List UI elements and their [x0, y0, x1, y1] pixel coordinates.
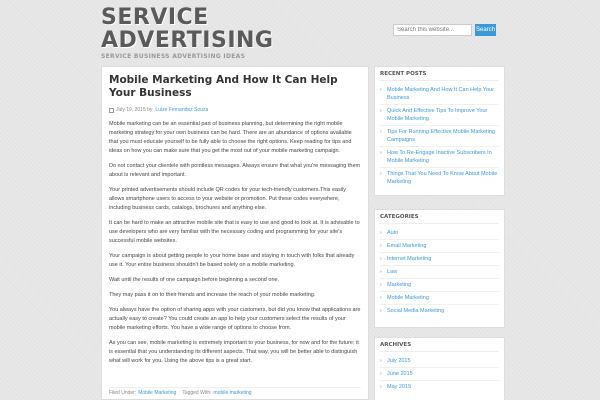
category-link[interactable]: › Mobile Marketing [380, 292, 499, 305]
site-title[interactable]: SERVICE ADVERTISING [101, 5, 274, 53]
category-link[interactable]: › Auto [380, 227, 499, 240]
archive-link[interactable]: › May 2015 [380, 384, 412, 390]
recent-post-link[interactable]: › How To Re-Engage Inactive Subscribers In Mobile Marketing [380, 147, 499, 168]
recent-posts-widget [374, 66, 505, 196]
bullet-icon: › [380, 282, 382, 288]
bullet-icon: › [380, 358, 382, 364]
category-link[interactable]: › Email Marketing [380, 240, 499, 253]
tag-link[interactable]: mobile marketing [213, 390, 252, 396]
widget-title: ARCHIVES [380, 342, 499, 352]
post-meta [109, 107, 361, 113]
post-date: July 19, 2015 by [116, 107, 153, 113]
bullet-icon: › [380, 269, 382, 275]
category-link[interactable]: › Internet Marketing [380, 253, 499, 266]
site-header [93, 0, 509, 62]
category-link[interactable]: › Marketing [380, 279, 499, 292]
sidebar [374, 66, 505, 400]
widget-title: CATEGORIES [380, 214, 499, 224]
post-paragraph: Your printed advertisements should include QR codes for your tech-friendly customers.This easily allows smartphone users to access to your website or promotion. Put these codes everywhere, including business cards, catalogs, brochures and anything else. [109, 187, 347, 211]
recent-post-link[interactable]: › Tips For Running Effective Mobile Marketing Campaigns [380, 126, 499, 147]
bullet-icon: › [380, 256, 382, 262]
archive-link[interactable]: › June 2015 [380, 368, 499, 381]
categories-widget [374, 209, 505, 328]
bullet-icon: › [380, 129, 382, 135]
post-paragraph: It can be hard to make an attractive mobile site that is easy to use and good to look at. It is advisable to use developers who are very familiar with the necessary coding and programming for your site's successful mobile websites. [109, 220, 360, 244]
post-paragraph: You always have the option of sharing apps with your customers, but did you know that applications are actually easy to create? You could create an app to help your customers select the results of your mobile marketing efforts. You have a wide range of options to choose from. [109, 307, 361, 331]
post-paragraph: As you can see, mobile marketing is extremely important to your business, for now and for the future; it is essential that you understanding its different aspects. That way, you will be better able to distinguish what will work for you. Using the above tips is a great start. [109, 340, 359, 364]
site-tagline: SERVICE BUSINESS ADVERTISING IDEAS [101, 53, 246, 60]
bullet-icon: › [380, 295, 382, 301]
search-input[interactable] [393, 24, 472, 36]
recent-post-link[interactable]: › Quick And Effective Tips To Improve Your Mobile Marketing [380, 105, 499, 126]
bullet-icon: › [380, 87, 382, 93]
calendar-icon [109, 108, 114, 113]
post-author-link[interactable]: Luize Fernandez Souza [155, 107, 209, 113]
filed-under-label: Filed Under: [109, 390, 137, 396]
search-button[interactable]: Search [475, 24, 496, 36]
bullet-icon: › [380, 230, 382, 236]
bullet-icon: › [380, 171, 382, 177]
bullet-icon: › [380, 150, 382, 156]
post-paragraph: They may pass it on to their friends and increase the reach of your mobile marketing. [109, 292, 316, 298]
bullet-icon: › [380, 384, 382, 390]
archive-link[interactable]: › July 2015 [380, 355, 499, 368]
category-link[interactable]: Mobile Marketing [138, 390, 177, 396]
post-paragraph: Mobile marketing can be an essential part of business planning, but determining the right mobile marketing strategy for your own business can be hard. There are an abundance of options available that you must educate yourself to be fully able to choose the right options. Keep reading for tips and ideas on how you can make sure that you get the most out of your mobile marketing campaign. [109, 121, 352, 154]
bullet-icon: › [380, 308, 382, 314]
archives-widget [374, 337, 505, 400]
recent-post-link[interactable]: › Mobile Marketing And How It Can Help Your Business [380, 84, 499, 105]
widget-title: RECENT POSTS [380, 71, 499, 81]
main-content [101, 66, 369, 400]
page-wrapper [93, 0, 509, 400]
bullet-icon: › [380, 371, 382, 377]
recent-post-link[interactable]: › Things That You Need To Know About Mobile Marketing [380, 171, 498, 185]
post-title[interactable]: Mobile Marketing And How It Can Help Your Business [109, 74, 338, 99]
post-body [109, 120, 361, 366]
bullet-icon: › [380, 108, 382, 114]
post-footer [109, 387, 361, 396]
bullet-icon: › [380, 243, 382, 249]
search-form [393, 24, 496, 36]
category-link[interactable]: › Social Media Marketing [380, 308, 445, 314]
tagged-with-label: Tagged With: [182, 390, 212, 396]
post-paragraph: Wait until the results of one campaign before beginning a second one. [109, 277, 280, 283]
post-paragraph: Your campaign is about getting people to your home base and staying in touch with folks that already use it. Your entire business shouldn't be based solely on a mobile marketing. [109, 253, 355, 268]
post-paragraph: Do not contact your clientele with pointless messages. Always ensure that what you're messaging them about is relevant and important. [109, 163, 361, 178]
category-link[interactable]: › Law [380, 266, 499, 279]
